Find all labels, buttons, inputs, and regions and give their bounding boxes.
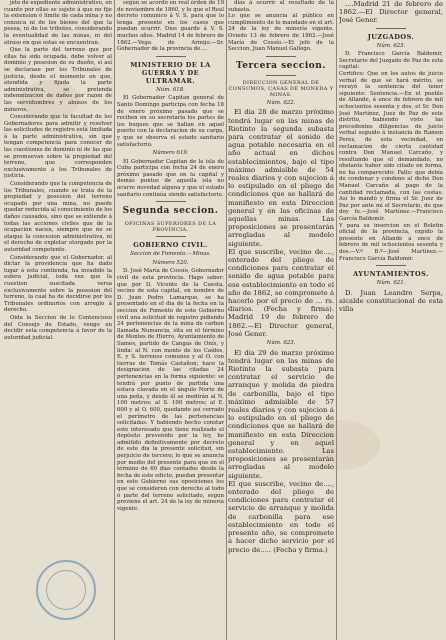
paragraph: El dia 29 de marzo próximo tendrá lugar en las minas de Riotinto la subasta para contratar el servicio de arranque y molida de piedra de carbonilla, bajo el tipo máximo admisible de 57 reales diarios y con sujecion á lo estipulado en el pliego de condiciones que se hallará de manifiesto en esta Direccion general y en aquel establecimiento. Las proposiciones se presentarán arregladas al modelo siguiente. El que suscribe, vecino de...., enterado del pliego de condiciones para contratar el servicio de arranque y molida de carbonilla para ese establecimiento en todo el presente año, se compromete á hacer dicho servicio por el precio de..... (Fecha y firma.) bbox=[228, 348, 334, 554]
section-heading: Tercera seccion. bbox=[236, 60, 326, 71]
paragraph: D. Juan Leandro Serpa, alcalde constitucional de esta villa bbox=[339, 288, 443, 314]
paragraph: ....Madrid 21 de febrero de 1862.—El Director general, José Gener. bbox=[339, 0, 443, 25]
paragraph: D. Francisco García Baldomir, Secretario del Juzgado de Paz de esta capital: Certifico: Que en los autos de juicio verbal de que se hará mérito, se recayó la sentencia del tenor siguiente: Sentencia.—En el pueblo de Allande, á once de febrero de mil ochocientos sesenta y dos, el Sr. Don José Martínez, Juez de Paz de este distrito, habiendo visto las precedentes diligencias de juicio verbal seguido á instancia de Ramon Perez, de esta vecindad, en reclamacion de cierta cantidad contra Don Manuel Carcaño, y resultando que el demandado, no obstante haber sido citado en forma, no ha comparecido: Fallo: que debía de condenar y condeno al dicho Don Manuel Carcaño al pago de la cantidad reclamada, con las costas. Así lo mandó y firma el Sr. Juez de Paz por ante mí el Secretario, de que doy fe.—José Martínez.—Francisco García Baldomir. Y para su insercion en el Boletin oficial de la provincia, expido la presente en Allande á once de febrero de mil ochocientos sesenta y dos.—V.º B.º—José Martínez.—Francisco García Baldomir. bbox=[339, 51, 443, 262]
notice-number: Núm. 622. bbox=[266, 99, 296, 106]
column-divider bbox=[114, 0, 115, 640]
paragraph: Considerando que el Gobernador, al dictar la providencia que ha dado lugar á esta contienda, ha invadido la esfera judicial, toda vez que la cuestion suscitada versa exclusivamente sobre la posesion del terreno, la cual ha de decidirse por los Tribunales ordinarios con arreglo á derecho. bbox=[4, 254, 112, 314]
paragraph: segun se acordó en real órden de 19 de noviembre de 1860, y lo que el Real decreto comunico á V. S. para que lo tenga presente en los casos que puedan ocurrir. Dios guarde á V. S. muchos años. Madrid 14 de febrero de 1862.—Vega de Armijo.—Sr. Gobernador de la provincia de.... bbox=[117, 0, 224, 53]
column-4 bbox=[339, 0, 443, 640]
paragraph: dias á ocurrir al resultado de la subasta. Lo que se anuncia al público en cumplimiento de lo mandado en el art. 24 de la ley de minería vigente. Oviedo 13 de febrero de 1862.—José María de Cossío.—El jefe de la Seccion, Juan Manuel Gallego. bbox=[228, 0, 334, 53]
section-heading: MINISTERIO DE LA GUERRA Y DE ULTRAMAR. bbox=[130, 60, 211, 85]
office-subheading: Seccion de Fomento.—Minas. bbox=[130, 251, 211, 258]
divider bbox=[156, 236, 186, 237]
paragraph: Que la parte del terreno que por ellas ha sido ocupada, debe volver al dominio y posesion de su dueño, si así se declarase por los Tribunales de justicia, desde el momento en que, atendida y fijada la parte administrativa, se pretenda indemnizacion de daños por razon de las servidumbres y abusos de los mineros. bbox=[4, 47, 112, 113]
paragraph: D. José María de Cossío, Gobernador civil de esta provincia. Hago saber: que por D. Vicente de la Cuesta, vecino de esta capital, en nombre de D. Juan Pedro Lamarque, se ha presentado en el dia de la fecha en la seccion de Fomento de este Gobierno civil una solicitud de registro pidiendo 24 pertenencias de la mina de carbon llamada Numancia, sita en el término de Montes de Hierro, Ayuntamiento de Sames, partido de Cangas de Onís, y linda: al N. con monte de los Caídos, E. y S. terrenos comunes y al O. con tierras de Tomás Castañon; hace la designacion de las citadas 24 pertenencias en la forma siguiente: se tendrá por punto de partida una estaca clavada en el ángulo Norte de una peña, y desde él se medirán al N. 100 metros; al S. 100 metros; al E. 600 y al O. 600, quedando así cerrado el perímetro de las pertenencias solicitadas. Y habiendo hecho constar este interesado que tiene realizado el depósito prevenido por la ley, he admitido definitivamente por decreto de este dia la presente solicitud, sin perjuicio de tercero; lo que se anuncia por medio del presente para que en el término de 60 dias contados desde la fecha de este edicto, puedan presentar en este Gobierno sus oposiciones los que se consideren con derecho al todo ó parte del terreno solicitado, segun previene el art. 24 de la ley de minería vigente. bbox=[117, 268, 224, 512]
section-heading: Segunda seccion. bbox=[122, 206, 219, 217]
column-divider bbox=[336, 0, 337, 640]
column-3 bbox=[228, 0, 334, 640]
paragraph: El dia 28 de marzo próximo tendrá lugar en las minas de Riotinto la segunda subasta para contratar el sonido de agua potable necesaria en el año actual en dichos establecimientos, bajo el tipo máximo admisible de 54 reales diarios y con sujecion á lo estipulado en el pliego de condiciones que se hallará de manifiesto en esta Direccion general y en las oficinas de aquellas minas. Las proposiciones se presentarán arregladas al modelo siguiente. El que suscribe, vecino de...., enterado del pliego de condiciones para contratar el sonido de agua potable para ese establecimiento en todo el año de 1862, se compromete á hacerlo por el precio de ... rs. diarios. (Fecha y firma). Madrid 19 de febrero de 1862.—El Director general, José Gener. bbox=[228, 108, 334, 338]
divider bbox=[156, 201, 186, 202]
section-heading: JUZGADOS. bbox=[367, 32, 415, 41]
column-1 bbox=[4, 0, 112, 640]
notice-number: Número 520. bbox=[152, 259, 189, 266]
section-heading: AYUNTAMIENTOS. bbox=[353, 270, 429, 279]
paragraph: El Gobernador Capitan de la isla de Cuba participa con fecha 24 de enero próximo pasado que en la capital y demás puntos de aquella isla no ocurre novedad alguna y que el estado sanitario continúa siendo satisfactorio. bbox=[117, 158, 224, 198]
office-heading: GOBIERNO CIVIL. bbox=[133, 241, 208, 250]
subsection-heading: DIRECCION GENERAL DE CONSUMOS, CASAS DE MONEDA Y MINAS. bbox=[228, 79, 334, 98]
notice-number: Núm. 621. bbox=[376, 280, 406, 287]
subsection-heading: OFICINAS SUPERIORES DE LA PROVINCIA. bbox=[124, 221, 217, 234]
notice-number: Núm. 625. bbox=[376, 42, 406, 49]
divider bbox=[156, 56, 186, 57]
paragraph: Considerando que la facultad de los Gobernadores para admitir y resolver las solicitudes de registro está limitada á la parte administrativa, sin que tengan competencia para conocer de las cuestiones de dominio ni de las que se promuevan sobre la propiedad del terreno, que corresponden exclusivamente á los Tribunales de justicia. bbox=[4, 114, 112, 180]
notice-number: Núm. 623. bbox=[266, 340, 296, 347]
paragraph: jeto de expediente administrativo, en cuanto por ellas se sujete á que no fije la extension ó límite de cada mina y no conozca ni de los bienes del que la posea, ni de los tributos, considerando la eventualidad de las minas, ni del atraso en que estas se encuentran. bbox=[4, 0, 112, 46]
notice-number: Número 619. bbox=[152, 150, 189, 157]
column-2 bbox=[117, 0, 224, 640]
divider bbox=[266, 75, 296, 76]
column-divider bbox=[226, 0, 227, 640]
library-stamp bbox=[36, 560, 96, 620]
divider bbox=[376, 28, 406, 29]
notice-number: Núm. 618. bbox=[156, 86, 185, 93]
paragraph: Oida la Seccion de lo Contencioso del Consejo de Estado, vengo en decidir esta competencia á favor de la autoridad judicial. bbox=[4, 314, 112, 341]
divider bbox=[376, 265, 406, 266]
paragraph: Considerando que la competencia de los Tribunales, cuando se trata de la propiedad y posesion del terreno ocupado por una mina, no puede quedar reducida al conocimiento de los daños causados, sino que se extiende á todas las acciones civiles que de la ocupacion nacen, siempre que no se ataque la concesion administrativa, ni el derecho de explotar otorgado por la autoridad competente. bbox=[4, 181, 112, 253]
divider bbox=[266, 56, 296, 57]
paragraph: El Gobernador Capitan general de Santo Domingo participa con fecha 18 de enero próximo pasado que se reciben en su secretaría los partes de los buques que se hallan en aquel puerto con la declaracion de su carga, y que se observa el estado sanitario satisfactorio. bbox=[117, 95, 224, 148]
